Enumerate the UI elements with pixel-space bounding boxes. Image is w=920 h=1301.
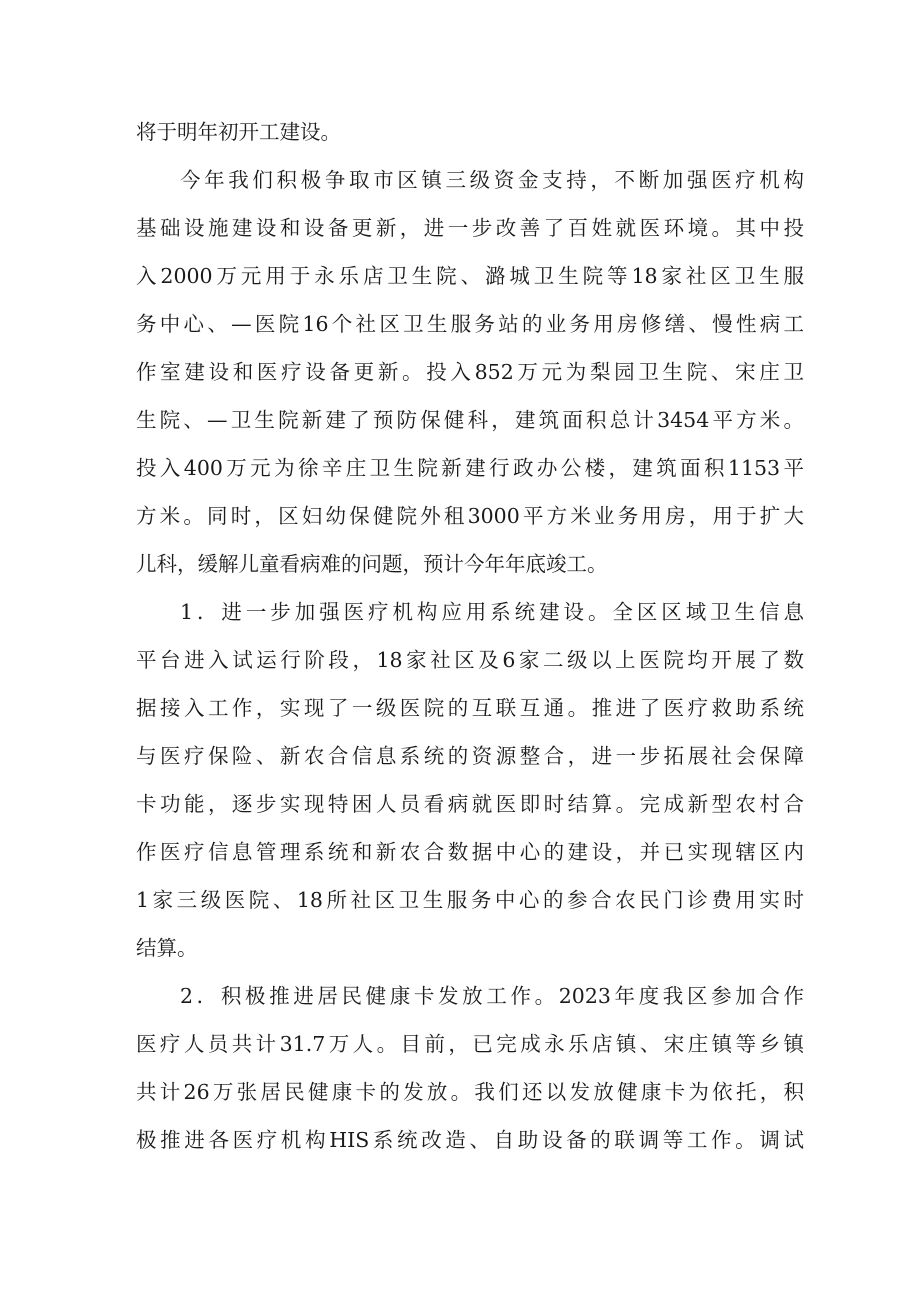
- text-line: 生院、—卫生院新建了预防保健科，建筑面积总计3454平方米。: [136, 408, 804, 432]
- text-line: 1．进一步加强医疗机构应用系统建设。全区区域卫生信息: [180, 600, 804, 624]
- text-line: 基础设施建设和设备更新，进一步改善了百姓就医环境。其中投: [136, 216, 804, 240]
- text-line: 共计26万张居民健康卡的发放。我们还以发放健康卡为依托，积: [136, 1080, 804, 1104]
- text-line: 务中心、—医院16个社区卫生服务站的业务用房修缮、慢性病工: [136, 312, 804, 336]
- text-line: 入2000万元用于永乐店卫生院、潞城卫生院等18家社区卫生服: [136, 264, 804, 288]
- paragraph-continuation: [136, 108, 804, 156]
- text-line: 1家三级医院、18所社区卫生服务中心的参合农民门诊费用实时: [136, 888, 804, 912]
- text-line: 结算。: [136, 936, 198, 960]
- text-line: 将于明年初开工建设。: [136, 120, 341, 144]
- text-line: 医疗人员共计31.7万人。目前，已完成永乐店镇、宋庄镇等乡镇: [136, 1032, 804, 1056]
- text-line: 卡功能，逐步实现特困人员看病就医即时结算。完成新型农村合: [136, 792, 804, 816]
- text-line: 今年我们积极争取市区镇三级资金支持，不断加强医疗机构: [180, 168, 804, 192]
- text-line: 作医疗信息管理系统和新农合数据中心的建设，并已实现辖区内: [136, 840, 804, 864]
- text-line: 方米。同时，区妇幼保健院外租3000平方米业务用房，用于扩大: [136, 504, 804, 528]
- text-line: 投入400万元为徐辛庄卫生院新建行政办公楼，建筑面积1153平: [136, 456, 804, 480]
- paragraph-funding: [136, 156, 804, 588]
- paragraph-item-2: [136, 972, 804, 1164]
- text-line: 平台进入试运行阶段，18家社区及6家二级以上医院均开展了数: [136, 648, 804, 672]
- text-line: 极推进各医疗机构HIS系统改造、自助设备的联调等工作。调试: [136, 1128, 804, 1152]
- document-body: [136, 108, 804, 1164]
- text-line: 儿科，缓解儿童看病难的问题，预计今年年底竣工。: [136, 552, 608, 576]
- text-line: 2．积极推进居民健康卡发放工作。2023年度我区参加合作: [180, 984, 804, 1008]
- text-line: 作室建设和医疗设备更新。投入852万元为梨园卫生院、宋庄卫: [136, 360, 804, 384]
- paragraph-item-1: [136, 588, 804, 972]
- text-line: 与医疗保险、新农合信息系统的资源整合，进一步拓展社会保障: [136, 744, 804, 768]
- text-line: 据接入工作，实现了一级医院的互联互通。推进了医疗救助系统: [136, 696, 804, 720]
